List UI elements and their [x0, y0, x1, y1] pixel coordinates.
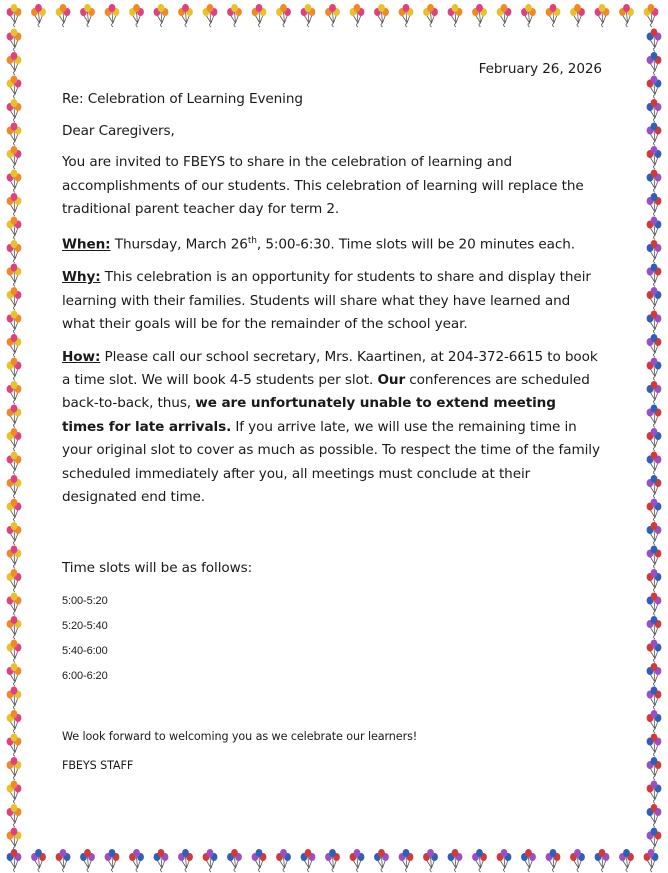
- balloon-bunch-icon: [7, 734, 22, 757]
- balloon-bunch-icon: [647, 99, 662, 122]
- balloon-bunch-icon: [647, 146, 662, 169]
- balloon-bunch-icon: [619, 849, 634, 872]
- balloon-bunch-icon: [154, 4, 169, 27]
- balloon-bunch-icon: [178, 849, 193, 872]
- balloon-bunch-icon: [647, 593, 662, 616]
- balloon-bunch-icon: [350, 849, 365, 872]
- intro-paragraph: You are invited to FBEYS to share in the celebration of learning and accomplishments of our students. This celebration of learning will replace the traditional parent teacher day for term 2.: [62, 154, 584, 218]
- balloon-bunch-icon: [647, 381, 662, 404]
- balloon-bunch-icon: [7, 405, 22, 428]
- balloon-bunch-icon: [7, 428, 22, 451]
- balloon-bunch-icon: [80, 4, 95, 27]
- when-paragraph: [62, 230, 602, 257]
- balloon-bunch-icon: [252, 849, 267, 872]
- balloon-bunch-icon: [619, 4, 634, 27]
- balloon-bunch-icon: [325, 849, 340, 872]
- balloon-bunch-icon: [521, 849, 536, 872]
- closing-line: We look forward to welcoming you as we celebrate our learners!: [62, 729, 418, 743]
- balloon-bunch-icon: [546, 849, 561, 872]
- balloon-bunch-icon: [7, 452, 22, 475]
- balloon-bunch-icon: [7, 170, 22, 193]
- how-text-2: conferences are scheduled back-to-back, thus,: [62, 372, 590, 412]
- why-label: Why:: [62, 269, 101, 286]
- balloon-bunch-icon: [301, 849, 316, 872]
- balloon-bunch-icon: [7, 146, 22, 169]
- balloon-bunch-icon: [423, 849, 438, 872]
- balloon-bunch-icon: [31, 849, 46, 872]
- balloon-bunch-icon: [7, 381, 22, 404]
- time-slot: 5:00-5:20: [62, 594, 108, 607]
- balloon-bunch-icon: [399, 849, 414, 872]
- balloon-bunch-icon: [7, 710, 22, 733]
- balloon-bunch-icon: [7, 640, 22, 663]
- balloon-bunch-icon: [7, 287, 22, 310]
- when-text-after: , 5:00-6:30. Time slots will be 20 minutes each.: [256, 236, 575, 253]
- balloon-bunch-icon: [31, 4, 46, 27]
- balloon-bunch-icon: [647, 170, 662, 193]
- balloon-bunch-icon: [154, 849, 169, 872]
- balloon-bunch-icon: [647, 452, 662, 475]
- when-label: When:: [62, 236, 111, 253]
- balloon-bunch-icon: [647, 405, 662, 428]
- balloon-bunch-icon: [570, 849, 585, 872]
- balloon-bunch-icon: [374, 4, 389, 27]
- time-slot: 5:20-5:40: [62, 619, 108, 632]
- balloon-bunch-icon: [497, 4, 512, 27]
- balloon-bunch-icon: [301, 4, 316, 27]
- balloon-bunch-icon: [647, 616, 662, 639]
- balloon-bunch-icon: [647, 734, 662, 757]
- balloon-bunch-icon: [129, 849, 144, 872]
- why-paragraph: [62, 266, 602, 336]
- balloon-bunch-icon: [647, 522, 662, 545]
- balloon-bunch-icon: [647, 687, 662, 710]
- balloon-bunch-icon: [647, 52, 662, 75]
- balloon-bunch-icon: [7, 781, 22, 804]
- how-label: How:: [62, 348, 101, 365]
- balloon-bunch-icon: [647, 428, 662, 451]
- balloon-bunch-icon: [7, 358, 22, 381]
- balloon-bunch-icon: [570, 4, 585, 27]
- balloon-bunch-icon: [647, 123, 662, 146]
- balloon-bunch-icon: [472, 4, 487, 27]
- subject-line: Re: Celebration of Learning Evening: [62, 91, 303, 108]
- balloon-bunch-icon: [7, 804, 22, 827]
- balloon-bunch-icon: [644, 849, 659, 872]
- balloon-bunch-icon: [647, 804, 662, 827]
- balloon-bunch-icon: [7, 99, 22, 122]
- balloon-bunch-icon: [647, 475, 662, 498]
- balloon-bunch-icon: [7, 334, 22, 357]
- balloon-bunch-icon: [644, 4, 659, 27]
- balloon-bunch-icon: [647, 76, 662, 99]
- balloon-bunch-icon: [7, 217, 22, 240]
- balloon-bunch-icon: [647, 311, 662, 334]
- letter: [62, 58, 602, 778]
- balloon-bunch-icon: [647, 240, 662, 263]
- balloon-bunch-icon: [7, 569, 22, 592]
- letter-date: February 26, 2026: [478, 61, 602, 77]
- balloon-bunch-icon: [7, 52, 22, 75]
- balloon-bunch-icon: [647, 781, 662, 804]
- time-slot: 5:40-6:00: [62, 644, 108, 657]
- balloon-bunch-icon: [56, 849, 71, 872]
- balloon-bunch-icon: [7, 828, 22, 851]
- why-text: This celebration is an opportunity for students to share and display their learning with their families. Students will share what they have learned and what their goals will be for the remainder of the school year.: [62, 269, 591, 333]
- balloon-bunch-icon: [178, 4, 193, 27]
- balloon-bunch-icon: [647, 757, 662, 780]
- balloon-bunch-icon: [7, 499, 22, 522]
- balloon-bunch-icon: [203, 849, 218, 872]
- signature: FBEYS STAFF: [62, 759, 134, 773]
- balloon-bunch-icon: [647, 640, 662, 663]
- balloon-bunch-icon: [497, 849, 512, 872]
- balloon-bunch-icon: [448, 4, 463, 27]
- balloon-bunch-icon: [56, 4, 71, 27]
- how-text-3: If you arrive late, we will use the remaining time in your original slot to cover as much as possible. To respect the time of the family scheduled immediately after you, all meetings must conclude at their designated end time.: [62, 418, 600, 506]
- balloon-bunch-icon: [374, 849, 389, 872]
- balloon-bunch-icon: [7, 546, 22, 569]
- how-paragraph: [62, 346, 602, 510]
- balloon-bunch-icon: [80, 849, 95, 872]
- balloon-bunch-icon: [448, 849, 463, 872]
- balloon-bunch-icon: [647, 29, 662, 52]
- balloon-bunch-icon: [7, 76, 22, 99]
- when-text-before: Thursday, March 26: [110, 236, 248, 253]
- balloon-bunch-icon: [7, 849, 22, 872]
- greeting: Dear Caregivers,: [62, 122, 175, 139]
- balloon-bunch-icon: [647, 264, 662, 287]
- balloon-bunch-icon: [105, 4, 120, 27]
- balloon-bunch-icon: [7, 264, 22, 287]
- balloon-bunch-icon: [227, 849, 242, 872]
- balloon-bunch-icon: [7, 240, 22, 263]
- balloon-bunch-icon: [647, 710, 662, 733]
- balloon-bunch-icon: [7, 475, 22, 498]
- balloon-bunch-icon: [647, 358, 662, 381]
- balloon-bunch-icon: [7, 757, 22, 780]
- balloon-bunch-icon: [7, 616, 22, 639]
- balloon-bunch-icon: [7, 593, 22, 616]
- balloon-bunch-icon: [595, 849, 610, 872]
- balloon-bunch-icon: [647, 217, 662, 240]
- balloon-bunch-icon: [129, 4, 144, 27]
- balloon-bunch-icon: [7, 123, 22, 146]
- balloon-bunch-icon: [647, 828, 662, 851]
- balloon-bunch-icon: [325, 4, 340, 27]
- balloon-bunch-icon: [595, 4, 610, 27]
- balloon-bunch-icon: [647, 546, 662, 569]
- balloon-bunch-icon: [399, 4, 414, 27]
- balloon-bunch-icon: [647, 334, 662, 357]
- balloon-bunch-icon: [647, 287, 662, 310]
- balloon-bunch-icon: [227, 4, 242, 27]
- balloon-bunch-icon: [647, 569, 662, 592]
- balloon-bunch-icon: [276, 849, 291, 872]
- balloon-bunch-icon: [203, 4, 218, 27]
- balloon-bunch-icon: [7, 311, 22, 334]
- balloon-bunch-icon: [7, 193, 22, 216]
- time-slot: 6:00-6:20: [62, 669, 108, 682]
- balloon-bunch-icon: [7, 29, 22, 52]
- balloon-bunch-icon: [472, 849, 487, 872]
- slots-heading: Time slots will be as follows:: [62, 560, 253, 577]
- how-bold-1: Our: [377, 372, 406, 388]
- balloon-bunch-icon: [252, 4, 267, 27]
- balloon-bunch-icon: [647, 499, 662, 522]
- how-text-1: Please call our school secretary, Mrs. Kaartinen, at 204-372-6615 to book a time slot. We will book 4-5 students per slot.: [62, 348, 598, 388]
- balloon-bunch-icon: [546, 4, 561, 27]
- when-superscript: th: [247, 236, 257, 247]
- balloon-bunch-icon: [7, 4, 22, 27]
- balloon-bunch-icon: [105, 849, 120, 872]
- balloon-bunch-icon: [647, 193, 662, 216]
- balloon-bunch-icon: [276, 4, 291, 27]
- balloon-bunch-icon: [7, 522, 22, 545]
- balloon-bunch-icon: [7, 663, 22, 686]
- balloon-bunch-icon: [521, 4, 536, 27]
- balloon-bunch-icon: [350, 4, 365, 27]
- balloon-bunch-icon: [423, 4, 438, 27]
- balloon-bunch-icon: [7, 687, 22, 710]
- balloon-bunch-icon: [647, 663, 662, 686]
- how-bold-2: we are unfortunately unable to extend meeting times for late arrivals.: [62, 395, 556, 435]
